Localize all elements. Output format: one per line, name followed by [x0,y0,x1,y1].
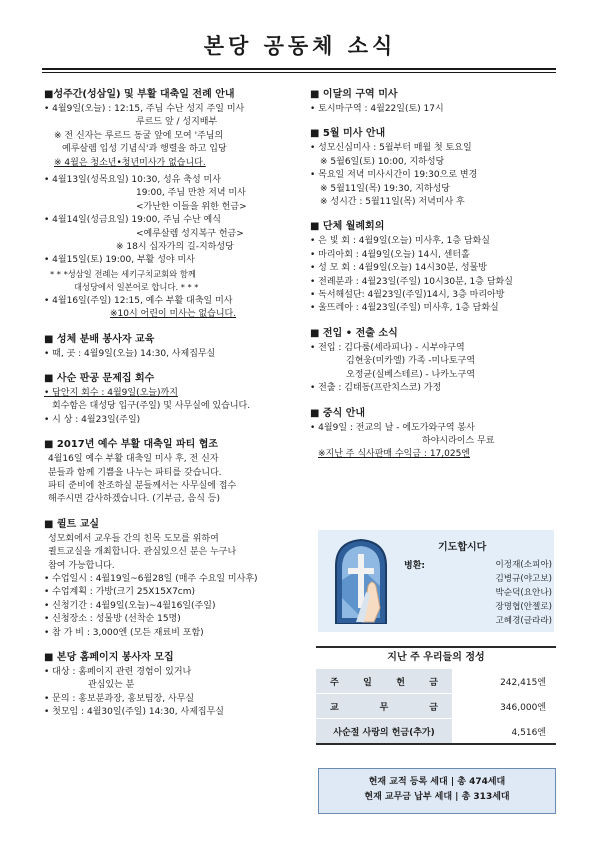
text-line: ※10시 어린이 미사는 없습니다. [110,309,237,320]
homepage-section [44,651,296,720]
table-row [316,719,556,745]
right-column [310,88,560,473]
section-title: ■ 단체 월례회의 [310,221,385,233]
quilt-section [44,518,296,640]
text-line: • 4월9일 : 전교의 날 - 에도가와구역 봉사 [310,422,475,433]
text-line: • 신청장소 : 성물방 (선착순 15명) [44,614,181,625]
text-line: • 마리아회 : 4월9일(오늘) 14시, 센터홀 [310,249,470,260]
title-rule-thick [42,68,556,70]
text-line: • 대상 : 홈페이지 관련 경험이 있거나 [44,667,192,677]
text-line: ※ 성시간 : 5월11일(목) 저녁미사 후 [320,197,465,208]
text-line: 김현웅(미카엘) 가족 -미나토구역 [346,356,476,367]
prayer-names [490,558,552,628]
offering-value: 346,000엔 [452,694,556,719]
text-line: • 시 상 : 4월23일(주일) [44,414,141,425]
text-line: • 토시마구역 : 4월22일(토) 17시 [310,104,444,114]
section-title: ■ 중식 안내 [310,407,366,419]
offering-value: 242,415엔 [452,669,556,694]
household-box [318,768,556,814]
prayer-name: 김병규(야고보) [495,574,552,584]
quiz-section [44,372,296,427]
text-line: ※ 18시 십자가의 길-지하성당 [116,242,234,253]
text-line: ※ 4월은 청소년•청년미사가 없습니다. [54,157,206,168]
text-line: 관심있는 분 [88,680,135,691]
section-title: ■ 사순 판공 문제집 회수 [44,372,155,384]
meetings-section [310,220,560,315]
offering-label: 교 무 금 [316,694,452,719]
text-line: ※ 전 신자는 루르드 동굴 앞에 모여 '주님의 [54,130,224,141]
may-mass-section [310,127,560,209]
text-line: 회수함은 대성당 입구(주일) 및 사무실에 있습니다. [52,401,251,412]
text-line: 예루살렘 입성 기념식'과 행렬을 하고 입당 [62,144,227,155]
stained-glass-praying-hands-icon [332,538,390,624]
text-line: • 문의 : 홍보분과장, 홍보팀장, 사무실 [44,693,195,704]
text-line: • 신청기간 : 4월9일(오늘)~4월16일(주일) [44,600,216,611]
text-line: ※ 5월11일(목) 19:30, 지하성당 [320,183,450,194]
text-line: 퀼트교실을 개최합니다. 관심있으신 분은 누구나 [48,547,237,558]
table-row [316,694,556,719]
text-line: • 답안지 회수 : 4월9일(오늘)까지 [44,387,178,398]
text-line: • 전출 : 김태동(프란치스코) 가정 [310,383,442,394]
text-line: 대성당에서 일본어로 합니다. * * * [74,282,199,293]
prayer-label: 병환: [404,561,425,571]
prayer-title: 기도합시다 [438,542,487,553]
prayer-name: 고혜경(글라라) [495,616,552,626]
table-row [316,669,556,694]
text-line: 4월16일 예수 부활 대축일 미사 후, 전 신자 [48,454,219,465]
section-title: ■ 퀼트 교실 [44,518,100,530]
section-title: ■ 성체 분배 봉사자 교육 [44,333,155,345]
text-line: • 전례분과 : 4월23일(주일) 10시30분, 1층 담화실 [310,276,513,287]
text-line: 루르드 앞 / 성지배부 [136,117,218,128]
household-line: 현재 교적 등록 세대 | 총 474세대 [368,777,506,787]
text-line: • 전입 : 김다룸(세라피나) - 시부야구역 [310,342,465,353]
text-line: • 은 빛 회 : 4월9일(오늘) 미사후, 1층 담화실 [310,236,491,247]
offering-rows [316,668,556,745]
offering-label: 사순절 사랑의 헌금(추가) [316,719,452,745]
section-title: ■ 2017년 예수 부활 대축일 파티 협조 [44,439,219,451]
text-line: 19:00, 주님 만찬 저녁 미사 [136,188,246,199]
text-line: • 수업계획 : 가방(크기 25X15X7cm) [44,587,196,598]
left-column [44,88,296,731]
section-title: ■ 본당 홈페이지 봉사자 모집 [44,652,174,663]
text-line: <가난한 이들을 위한 헌금> [136,201,247,212]
text-line: • 4월13일(성목요일) 10:30, 성유 축성 미사 [44,175,221,186]
text-line: • 독서해설단: 4월23일(주일)14시, 3층 마리아방 [310,290,505,301]
text-line: 분들과 함께 기쁨을 나누는 파티를 갖습니다. [48,467,222,478]
district-mass-section [310,88,560,116]
offering-label: 주 일 헌 금 [316,669,452,694]
text-line: ※ 5월6일(토) 10:00, 지하성당 [320,156,445,167]
household-line: 현재 교무금 납부 세대 | 총 313세대 [364,792,510,802]
text-line: • 첫모임 : 4월30일(주일) 14:30, 사제집무실 [44,707,224,718]
party-section [44,438,296,507]
title-rule-thin [42,72,556,73]
text-line: • 성 모 회 : 4월9일(오늘) 14시30분, 성물방 [310,263,487,274]
volunteer-section [44,333,296,361]
text-line: 오정균(실베스테르) - 나카노구역 [346,369,476,380]
text-line: • 참 가 비 : 3,000엔 (모든 재료비 포함) [44,627,204,638]
prayer-box [318,530,554,632]
section-title: ■ 전입 • 전출 소식 [310,327,398,339]
section-title: ■ 5월 미사 안내 [310,128,386,140]
text-line: • 4월14일(성금요일) 19:00, 주님 수난 예식 [44,215,221,226]
text-line: 성모회에서 교우들 간의 친목 도모를 위하여 [48,533,219,544]
section-title: ■ 이달의 구역 미사 [310,89,398,100]
dining-section [310,407,560,462]
transfer-section [310,327,560,396]
text-line: • 수업일시 : 4월19일~6월28일 (매주 수요일 미사후) [44,573,258,584]
offering-table [316,646,556,745]
offering-value: 4,516엔 [452,719,556,745]
prayer-name: 장명협(안젤로) [495,602,552,612]
text-line: ※지난 주 식사판매 수익금 : 17,025엔 [318,449,471,460]
text-line: • 성모신심미사 : 5월부터 매월 첫 토요일 [310,143,472,154]
offering-title: 지난 주 우리들의 정성 [316,646,556,668]
text-line: * * *성삼일 전례는 세키구치교회와 함께 [50,268,196,279]
holy-week-section [44,88,296,322]
text-line: • 4월9일(오늘) : 12:15, 주님 수난 성지 주일 미사 [44,104,245,114]
text-line: 파티 준비에 찬조하실 분들께서는 사무실에 접수 [48,480,237,491]
text-line: 참여 가능합니다. [48,560,115,571]
text-line: • 때, 곳 : 4월9일(오늘) 14:30, 사제집무실 [44,348,216,359]
text-line: • 목요일 저녁 미사시간이 19:30으로 변경 [310,170,478,181]
text-line: • 울뜨레아 : 4월23일(주일) 미사후, 1층 담화실 [310,303,499,314]
text-line: • 4월16일(주일) 12:15, 예수 부활 대축일 미사 [44,295,233,306]
text-line: 해주시면 감사하겠습니다. (기부금, 음식 등) [48,494,220,505]
page-title: 본당 공동체 소식 [203,34,397,58]
text-line: <예루살렘 성지복구 헌금> [136,228,244,239]
prayer-name: 이정재(소피아) [495,560,552,570]
text-line: 하야시라이스 무료 [422,435,495,446]
prayer-name: 박순덕(요안나) [495,588,552,598]
text-line: • 4월15일(토) 19:00, 부활 성야 미사 [44,255,195,266]
section-title: ■성주간(성삼일) 및 부활 대축일 전례 안내 [44,89,235,100]
